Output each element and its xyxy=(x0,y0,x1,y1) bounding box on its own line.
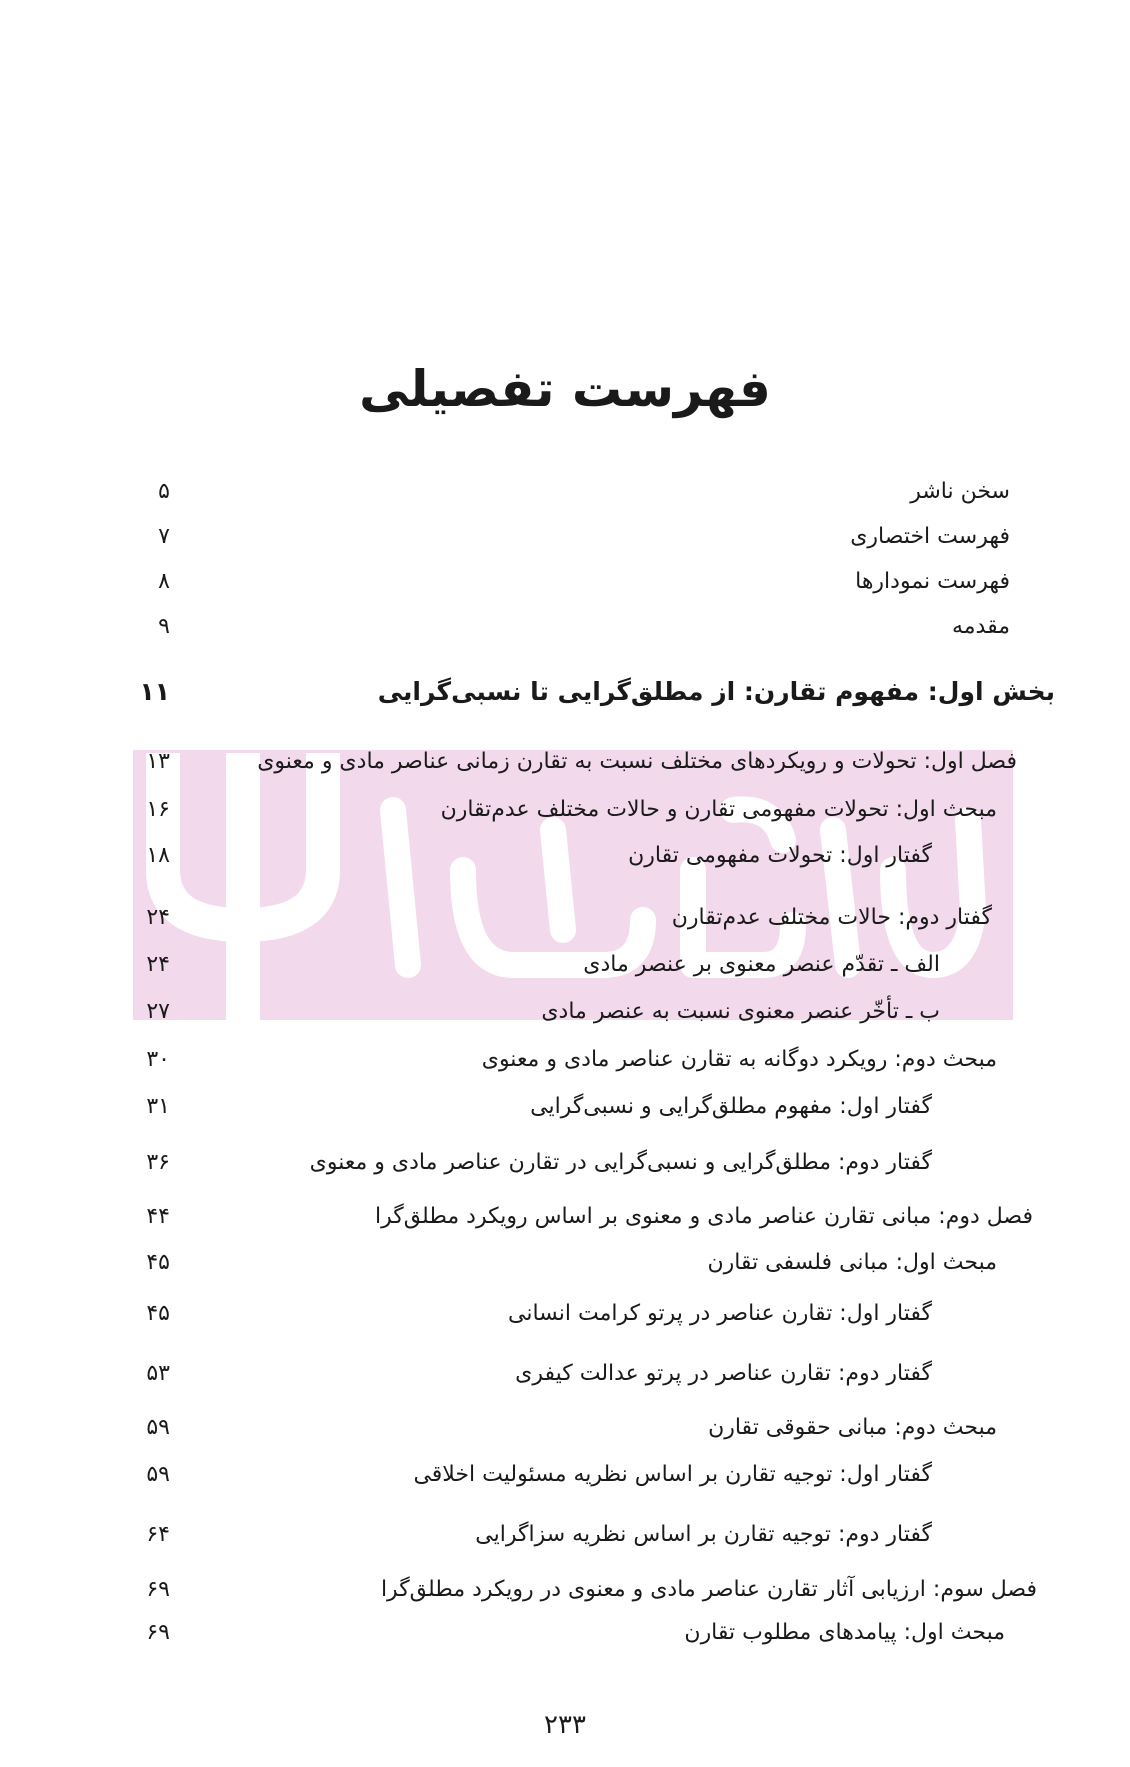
toc-entry-page: ۶۹ xyxy=(146,1620,170,1645)
toc-entry-page: ۹ xyxy=(158,614,170,639)
toc-entry-section xyxy=(0,1408,1130,1456)
toc-entry-text: گفتار اول: توجیه تقارن بر اساس نظریه مسئولیت اخلاقی xyxy=(413,1462,932,1487)
toc-entry-page: ۲۴ xyxy=(146,952,170,977)
toc-entry-page: ۴۴ xyxy=(146,1204,170,1229)
toc-entry-page: ۲۴ xyxy=(146,905,170,930)
toc-entry-page: ۴۵ xyxy=(146,1250,170,1275)
page-number: ۲۳۳ xyxy=(544,1710,586,1740)
toc-entry-subsection xyxy=(0,1455,1130,1503)
toc-entry-publisher-note xyxy=(0,472,1130,520)
toc-entry-part-one xyxy=(0,672,1130,720)
toc-entry-page: ۳۱ xyxy=(146,1094,170,1119)
toc-entry-text: ب ـ تأخّر عنصر معنوی نسبت به عنصر مادی xyxy=(541,999,940,1024)
toc-entry-page: ۶۴ xyxy=(146,1522,170,1547)
toc-entry-page: ۸ xyxy=(158,569,170,594)
toc-entry-text: گفتار دوم: تقارن عناصر در پرتو عدالت کیفری xyxy=(515,1361,932,1386)
toc-entry-page: ۳۶ xyxy=(146,1150,170,1175)
toc-entry-item xyxy=(0,992,1130,1040)
toc-entry-text: مبحث اول: پیامدهای مطلوب تقارن xyxy=(684,1620,1005,1645)
toc-entry-page: ۳۰ xyxy=(146,1047,170,1072)
toc-entry-text: مبحث دوم: مبانی حقوقی تقارن xyxy=(708,1415,997,1440)
toc-entry-text: فهرست نمودارها xyxy=(855,569,1010,594)
toc-entry-charts-list xyxy=(0,562,1130,610)
toc-entry-page: ۵۹ xyxy=(146,1462,170,1487)
toc-entry-page: ۷ xyxy=(158,524,170,549)
toc-entry-page: ۶۹ xyxy=(146,1577,170,1602)
toc-entry-chapter-three xyxy=(0,1570,1130,1618)
toc-entry-subsection xyxy=(0,1294,1130,1342)
toc-entry-text: مقدمه xyxy=(951,614,1010,639)
toc-entry-text: گفتار دوم: مطلق‌گرایی و نسبی‌گرایی در تقارن عناصر مادی و معنوی xyxy=(309,1150,932,1175)
toc-entry-text: مبحث اول: مبانی فلسفی تقارن xyxy=(707,1250,997,1275)
toc-entry-text: سخن ناشر xyxy=(910,479,1010,504)
toc-entry-section xyxy=(0,790,1130,838)
toc-entry-subsection xyxy=(0,836,1130,884)
toc-entry-chapter-two xyxy=(0,1197,1130,1245)
toc-entry-subsection xyxy=(0,1143,1130,1191)
toc-entry-text: گفتار دوم: توجیه تقارن بر اساس نظریه سزاگرایی xyxy=(475,1522,932,1547)
toc-entry-text: مبحث دوم: رویکرد دوگانه به تقارن عناصر مادی و معنوی xyxy=(481,1047,997,1072)
toc-entry-text: فهرست اختصاری xyxy=(850,524,1010,549)
toc-entry-text: گفتار اول: تقارن عناصر در پرتو کرامت انسانی xyxy=(508,1301,932,1326)
toc-entry-text: گفتار دوم: حالات مختلف عدم‌تقارن xyxy=(671,905,992,930)
toc-entry-item xyxy=(0,945,1130,993)
toc-entry-page: ۱۸ xyxy=(146,843,170,868)
toc-entry-section xyxy=(0,1613,1130,1661)
page-title: فهرست تفصیلی xyxy=(359,360,771,418)
toc-entry-page: ۲۷ xyxy=(146,999,170,1024)
toc-entry-page: ۵۳ xyxy=(146,1361,170,1386)
toc-entry-text: فصل اول: تحولات و رویکردهای مختلف نسبت به تقارن زمانی عناصر مادی و معنوی xyxy=(257,749,1017,774)
toc-entry-text: الف ـ تقدّم عنصر معنوی بر عنصر مادی xyxy=(583,952,940,977)
toc-entry-text: فصل دوم: مبانی تقارن عناصر مادی و معنوی بر اساس رویکرد مطلق‌گرا xyxy=(374,1204,1033,1229)
toc-entry-page: ۵۹ xyxy=(146,1415,170,1440)
toc-entry-text: گفتار اول: مفهوم مطلق‌گرایی و نسبی‌گرایی xyxy=(530,1094,932,1119)
toc-entry-page: ۵ xyxy=(158,479,170,504)
toc-entry-text: بخش اول: مفهوم تقارن: از مطلق‌گرایی تا نسبی‌گرایی xyxy=(377,677,1055,706)
toc-entry-text: مبحث اول: تحولات مفهومی تقارن و حالات مختلف عدم‌تقارن xyxy=(440,797,997,822)
toc-entry-page: ۱۱ xyxy=(139,677,170,706)
toc-entry-chapter-one xyxy=(0,742,1130,790)
toc-entry-subsection xyxy=(0,898,1130,946)
toc-entry-section xyxy=(0,1243,1130,1291)
toc-entry-section xyxy=(0,1040,1130,1088)
toc-entry-page: ۴۵ xyxy=(146,1301,170,1326)
toc-entry-text: فصل سوم: ارزیابی آثار تقارن عناصر مادی و معنوی در رویکرد مطلق‌گرا xyxy=(380,1577,1037,1602)
toc-entry-introduction xyxy=(0,607,1130,655)
toc-entry-subsection xyxy=(0,1515,1130,1563)
toc-entry-page: ۱۳ xyxy=(146,749,170,774)
toc-entry-subsection xyxy=(0,1354,1130,1402)
toc-entry-page: ۱۶ xyxy=(146,797,170,822)
toc-entry-subsection xyxy=(0,1087,1130,1135)
toc-entry-abbreviations xyxy=(0,517,1130,565)
toc-entry-text: گفتار اول: تحولات مفهومی تقارن xyxy=(628,843,932,868)
